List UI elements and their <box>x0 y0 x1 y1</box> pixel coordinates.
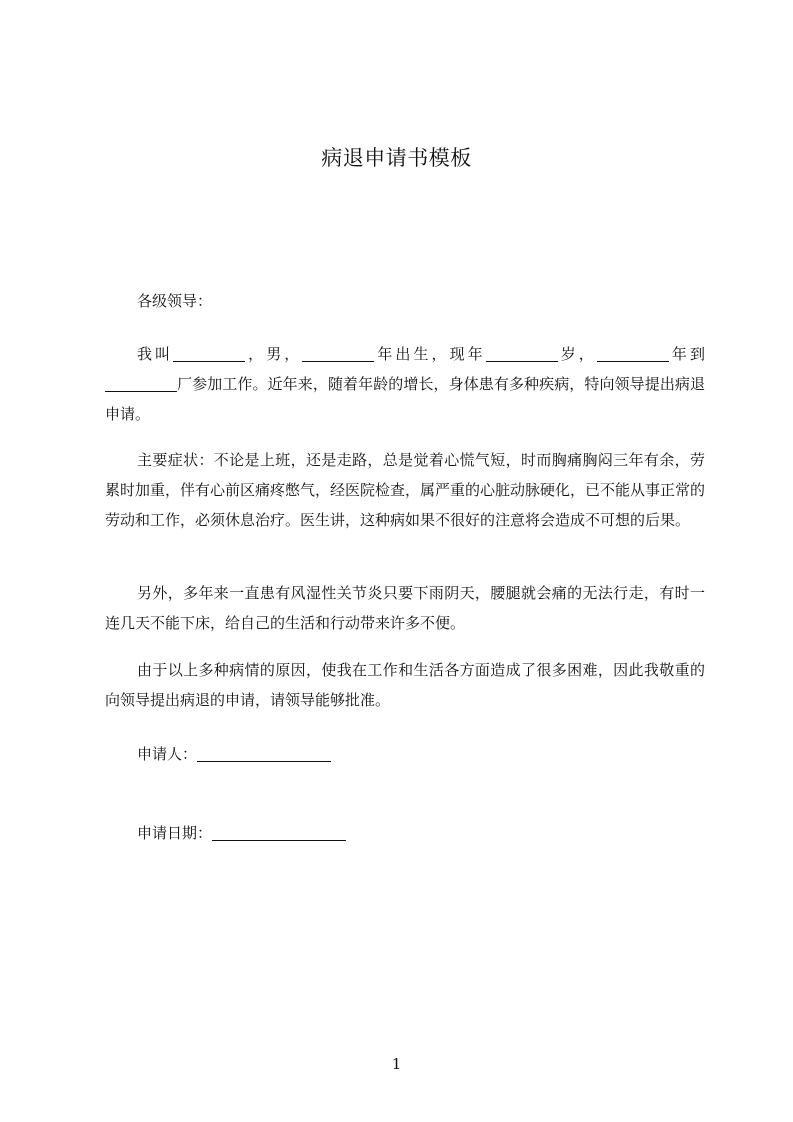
conclusion-paragraph: 由于以上多种病情的原因，使我在工作和生活各方面造成了很多困难，因此我敬重的向领导提出病退的申请，请领导能够批准。 <box>105 661 705 709</box>
applicant-label: 申请人： <box>137 745 198 763</box>
intro-text-age: 岁， <box>557 345 597 363</box>
work-year-blank[interactable] <box>597 343 669 362</box>
age-blank[interactable] <box>486 343 558 362</box>
applicant-line <box>137 739 331 769</box>
document-title: 病退申请书模板 <box>321 146 472 170</box>
name-blank[interactable] <box>173 343 245 362</box>
salutation: 各级领导： <box>137 292 213 310</box>
intro-text-year: 年到 <box>668 345 705 363</box>
birth-year-blank[interactable] <box>302 343 374 362</box>
intro-text-gender: ，男， <box>245 345 303 363</box>
date-blank[interactable] <box>212 822 346 841</box>
applicant-blank[interactable] <box>197 743 331 762</box>
date-label: 申请日期： <box>137 824 213 842</box>
intro-paragraph <box>105 339 705 429</box>
factory-blank[interactable] <box>105 373 177 392</box>
intro-text-factory: 厂参加工作。近年来，随着年龄的增长，身体患有多种疾病，特向领导提出病退申请。 <box>105 375 705 423</box>
rheumatism-paragraph: 另外，多年来一直患有风湿性关节炎只要下雨阴天，腰腿就会痛的无法行走，有时一连几天不能下床，给自己的生活和行动带来许多不便。 <box>105 584 705 632</box>
date-line <box>137 818 346 848</box>
symptoms-paragraph: 主要症状：不论是上班，还是走路，总是觉着心慌气短，时而胸痛胸闷三年有余，劳累时加重，伴有心前区痛疼憋气，经医院检查，属严重的心脏动脉硬化，已不能从事正常的劳动和工作，必须休息治疗。医生讲，这种病如果不很好的注意将会造成不可想的后果。 <box>105 451 706 529</box>
intro-text-birth: 年出生，现年 <box>374 345 486 363</box>
intro-text-name: 我叫 <box>137 345 174 363</box>
page-number: 1 <box>391 1055 402 1073</box>
